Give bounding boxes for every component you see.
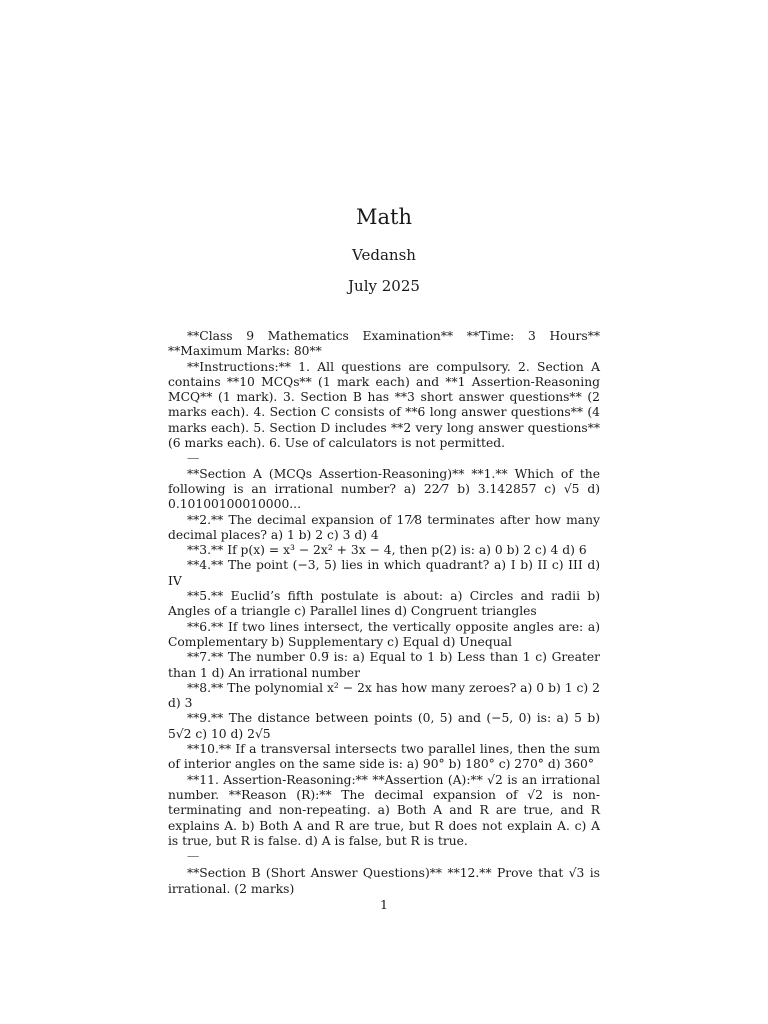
exam-header-paragraph: **Class 9 Mathematics Examination** **Time: 3 Hours** **Maximum Marks: 80**	[168, 329, 600, 359]
section-divider: —	[187, 451, 200, 466]
document-title: Math	[356, 205, 412, 229]
question-4: **4.** The point (−3, 5) lies in which quadrant? a) I b) II c) III d) IV	[168, 558, 600, 588]
question-2: **2.** The decimal expansion of 17⁄8 terminates after how many decimal places? a) 1 b) 2 c) 3 d) 4	[168, 512, 600, 542]
question-11-assertion-reasoning: **11. Assertion-Reasoning:** **Assertion (A):** √2 is an irrational number. **Reason (R):** The decimal expansion of √2 is non-terminating and non-repeating. a) Both A and R are true, and R explains A. b) Both A and R are true, but R does not explain A. c) A is true, but R is false. d) A is false, but R is true.	[168, 772, 600, 848]
question-3: **3.** If p(x) = x³ − 2x² + 3x − 4, then p(2) is: a) 0 b) 2 c) 4 d) 6	[187, 543, 587, 558]
question-7: **7.** The number 0.9̅ is: a) Equal to 1 b) Less than 1 c) Greater than 1 d) An irrational number	[168, 650, 600, 680]
page-number: 1	[380, 897, 388, 912]
question-10: **10.** If a transversal intersects two parallel lines, then the sum of interior angles on the same side is: a) 90° b) 180° c) 270° d) 360°	[168, 742, 600, 772]
question-1: **Section A (MCQs Assertion-Reasoning)** **1.** Which of the following is an irrational number? a) 22⁄7 b) 3.142857 c) √5 d) 0.10100100010000...	[168, 466, 600, 512]
question-6: **6.** If two lines intersect, the vertically opposite angles are: a) Complementary b) Supplementary c) Equal d) Unequal	[168, 619, 600, 649]
document-date: July 2025	[348, 277, 420, 295]
section-divider: —	[187, 849, 200, 864]
question-5: **5.** Euclid’s fifth postulate is about: a) Circles and radii b) Angles of a triangle c) Parallel lines d) Congruent triangles	[168, 589, 600, 619]
question-9: **9.** The distance between points (0, 5) and (−5, 0) is: a) 5 b) 5√2 c) 10 d) 2√5	[168, 711, 600, 741]
title-block	[0, 205, 768, 295]
question-12: **Section B (Short Answer Questions)** **12.** Prove that √3 is irrational. (2 marks)	[168, 866, 600, 896]
question-8: **8.** The polynomial x² − 2x has how many zeroes? a) 0 b) 1 c) 2 d) 3	[168, 680, 600, 711]
instructions-paragraph: **Instructions:** 1. All questions are compulsory. 2. Section A contains **10 MCQs** (1 mark each) and **1 Assertion-Reasoning MCQ** (1 mark). 3. Section B has **3 short answer questions** (2 marks each). 4. Section C consists of **6 long answer questions** (4 marks each). 5. Section D includes **2 very long answer questions** (6 marks each). 6. Use of calculators is not permitted.	[168, 359, 600, 451]
document-author: Vedansh	[352, 246, 416, 264]
document-body	[168, 329, 600, 897]
